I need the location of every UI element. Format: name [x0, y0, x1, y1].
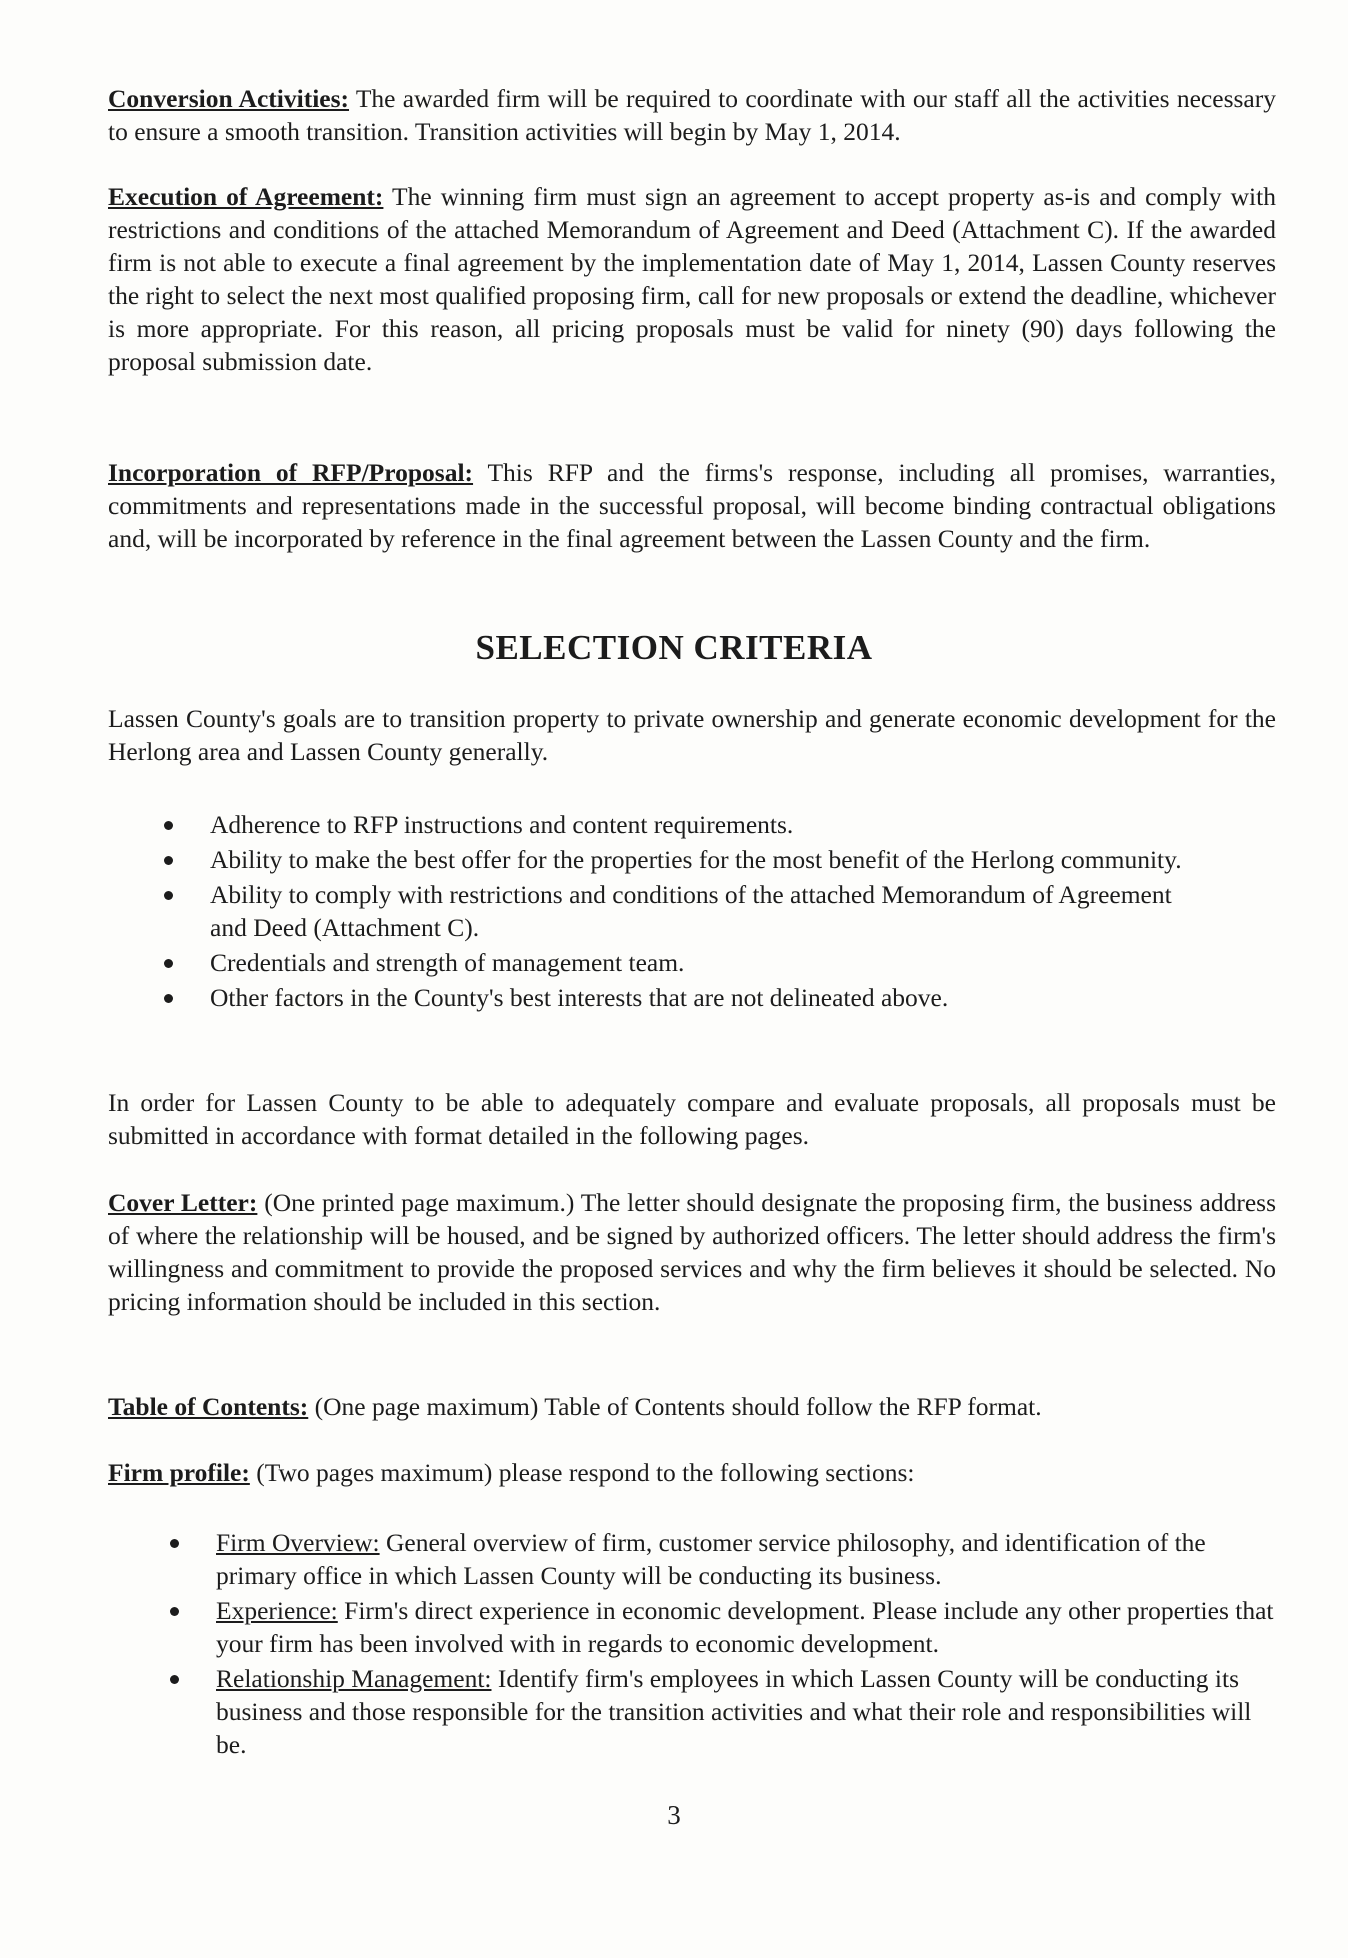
execution-of-agreement-heading: Execution of Agreement: [108, 182, 384, 211]
incorporation-heading: Incorporation of RFP/Proposal: [108, 458, 474, 487]
firm-profile-heading: Firm profile: [108, 1458, 250, 1487]
selection-intro: Lassen County's goals are to transition property to private ownership and generate economic development for the Herlong area and Lassen County generally. [108, 704, 1276, 766]
relationship-management-label: Relationship Management: [216, 1664, 492, 1693]
list-item: Credentials and strength of management team. [210, 946, 1210, 979]
selection-criteria-title: SELECTION CRITERIA [475, 628, 873, 667]
conversion-activities-text: The awarded firm will be required to coordinate with our staff all the activities necessary to ensure a smooth transition. Transition activities will begin by May 1, 2014. [108, 84, 1276, 146]
criteria-list [210, 808, 1210, 1016]
bullet-icon [170, 1675, 179, 1684]
format-note: In order for Lassen County to be able to adequately compare and evaluate proposals, all proposals must be submitted in accordance with format detailed in the following pages. [108, 1088, 1276, 1150]
table-of-contents-text: (One page maximum) Table of Contents should follow the RFP format. [308, 1392, 1042, 1421]
cover-letter-heading: Cover Letter: [108, 1188, 258, 1217]
conversion-activities-paragraph [108, 82, 1276, 148]
conversion-activities-heading: Conversion Activities: [108, 84, 350, 113]
bullet-icon [164, 994, 173, 1003]
bullet-icon [164, 821, 173, 830]
bullet-icon [164, 856, 173, 865]
list-item: Experience: Firm's direct experience in economic development. Please include any other properties that your firm has been involved with in regards to economic development. [216, 1594, 1276, 1660]
list-item: Other factors in the County's best interests that are not delineated above. [210, 981, 1210, 1014]
bullet-icon [170, 1539, 179, 1548]
table-of-contents-heading: Table of Contents: [108, 1392, 309, 1421]
firm-profile-text: (Two pages maximum) please respond to the following sections: [249, 1458, 915, 1487]
experience-label: Experience: [216, 1596, 338, 1625]
firm-profile-paragraph [108, 1456, 1276, 1489]
list-item: Ability to comply with restrictions and conditions of the attached Memorandum of Agreement and Deed (Attachment C). [210, 878, 1210, 944]
bullet-icon [164, 891, 173, 900]
list-item: Ability to make the best offer for the properties for the most benefit of the Herlong community. [210, 843, 1210, 876]
firm-profile-list [216, 1526, 1276, 1763]
bullet-icon [170, 1607, 179, 1616]
table-of-contents-paragraph [108, 1390, 1276, 1423]
list-item: Relationship Management: Identify firm's employees in which Lassen County will be conducting its business and those responsible for the transition activities and what their role and responsibilities will be. [216, 1662, 1276, 1761]
page-number: 3 [667, 1800, 681, 1830]
execution-of-agreement-text: The winning firm must sign an agreement to accept property as-is and comply with restrictions and conditions of the attached Memorandum of Agreement and Deed (Attachment C). If the awarded firm is not able to execute a final agreement by the implementation date of May 1, 2014, Lassen County reserves the right to select the next most qualified proposing firm, call for new proposals or extend the deadline, whichever is more appropriate. For this reason, all pricing proposals must be valid for ninety (90) days following the proposal submission date. [108, 182, 1276, 376]
cover-letter-text: (One printed page maximum.) The letter should designate the proposing firm, the business address of where the relationship will be housed, and be signed by authorized officers. The letter should address the firm's willingness and commitment to provide the proposed services and why the firm believes it should be selected. No pricing information should be included in this section. [108, 1188, 1277, 1316]
list-item: Adherence to RFP instructions and content requirements. [210, 808, 1210, 841]
bullet-icon [164, 959, 173, 968]
list-item: Firm Overview: General overview of firm, customer service philosophy, and identification of the primary office in which Lassen County will be conducting its business. [216, 1526, 1276, 1592]
firm-overview-label: Firm Overview: [216, 1528, 380, 1557]
incorporation-paragraph [108, 456, 1276, 555]
execution-of-agreement-paragraph [108, 180, 1276, 378]
incorporation-text: This RFP and the firms's response, including all promises, warranties, commitments and representations made in the successful proposal, will become binding contractual obligations and, will be incorporated by reference in the final agreement between the Lassen County and the firm. [108, 458, 1276, 553]
cover-letter-paragraph [108, 1186, 1276, 1318]
